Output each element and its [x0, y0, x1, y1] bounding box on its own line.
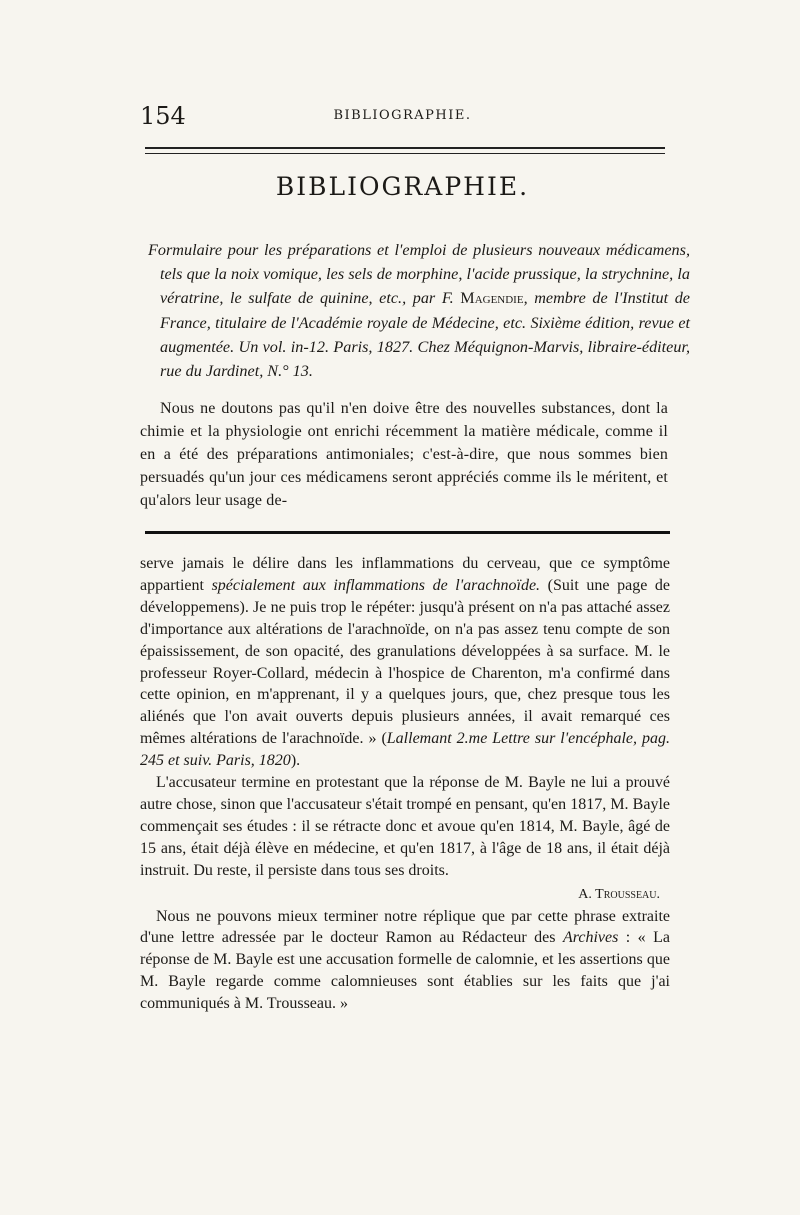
signature: A. Trousseau. — [578, 886, 660, 902]
archives-title: Archives — [562, 929, 619, 947]
quote-text-2: (Suit une page de développemens). Je ne puis trop le répéter: jusqu'à présent on n'a pas attaché assez d'importance aux altérations de l'arachnoïde, on n'a pas assez tenu compte de son épaississement, de son opacité, des granulations développées à sa surface. M. le professeur Royer-Collard, médecin à l'hospice de Charenton, m'a confirmé dans cette opinion, en m'apprenant, il y a quelques jours, que, chez presque tous les aliénés que l'on avait ouverts depuis plusieurs années, il avait remarqué ces mêmes altérations de l'arachnoïde. » ( — [140, 576, 671, 748]
header-rule — [145, 147, 665, 154]
book-citation — [148, 238, 690, 383]
review-paragraph: Nous ne doutons pas qu'il n'en doive être des nouvelles substances, dont la chimie et la physiologie ont enrichi récemment la matière médicale, comme il en a été des préparations antimoniales; c'est-à-dire, que nous sommes bien persuadés qu'un jour ces médicamens seront appréciés comme ils le méritent, et qu'alors leur usage de- — [140, 400, 668, 509]
quote-text-1: serve jamais le délire dans les inflammations du cerveau, que ce symptôme appartient — [140, 555, 670, 594]
closing-paragraph — [140, 906, 670, 1016]
continued-text — [140, 553, 670, 1015]
running-title: BIBLIOGRAPHIE. — [333, 108, 472, 123]
quote-emphasis: spécialement aux inflammations de l'arachnoïde. — [211, 576, 541, 594]
quote-reference: Lallemant 2.me Lettre sur l'encéphale, pag. 245 et suiv. Paris, 1820 — [140, 730, 671, 770]
citation-text-2: , membre de l'Institut de France, titulaire de l'Académie royale de Médecine, etc. Sixième édition, revue et augmentée. Un vol. in-12. Paris, 1827. Chez Méquignon-Marvis, libraire-éditeur, rue du Jardinet, N.° 13. — [160, 289, 690, 381]
closing-text-2: : « La réponse de M. Bayle est une accusation formelle de calomnie, et les assertions que M. Bayle regarde comme calomnieuses sont établies sur les faits que j'ai communiqués à M. Trousseau. » — [140, 929, 670, 1013]
section-title: BIBLIOGRAPHIE. — [275, 172, 530, 201]
page-number: 154 — [140, 102, 186, 130]
closing-text-1: Nous ne pouvons mieux terminer notre réplique que par cette phrase extraite d'une lettre adressée par le docteur Ramon au Rédacteur des — [140, 907, 670, 947]
running-head — [140, 102, 665, 130]
citation-text-1: Formulaire pour les préparations et l'emploi de plusieurs nouveaux médicamens, tels que la noix vomique, les sels de morphine, l'acide prussique, la strychnine, la vératrine, le sulfate de quinine, etc., par F. — [148, 241, 690, 308]
accuser-paragraph: L'accusateur termine en protestant que la réponse de M. Bayle ne lui a prouvé autre chose, sinon que l'accusateur s'était trompé en pensant, qu'en 1817, M. Bayle commençait ses études : il se rétracte donc et avoue qu'en 1814, M. Bayle, âgé de 15 ans, était déjà élève en médecine, et qu'en 1817, à l'âge de 18 ans, il était déjà instruit. Du reste, il persiste dans tous ses droits. — [140, 774, 670, 879]
citation-author: Magendie — [460, 289, 524, 308]
quote-paragraph — [140, 553, 670, 772]
quote-text-3: ). — [290, 752, 301, 770]
footnote-rule — [145, 531, 670, 534]
